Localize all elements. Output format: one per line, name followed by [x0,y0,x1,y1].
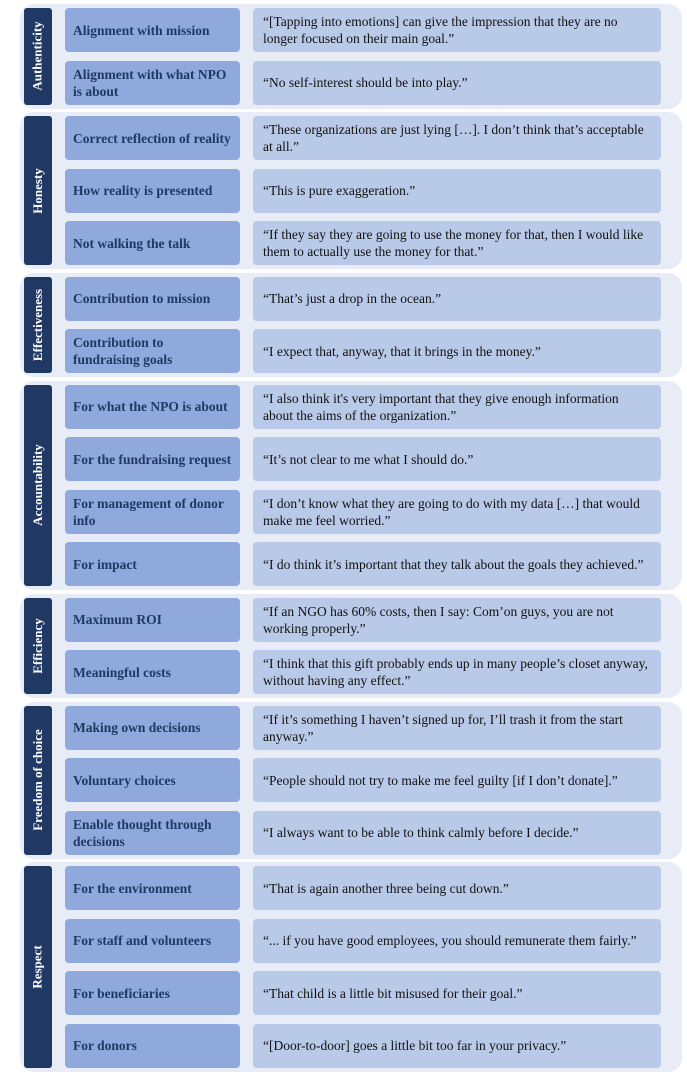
subcategory-label: For impact [65,542,240,586]
category-tab [24,277,52,374]
subcategory-label: Alignment with mission [65,8,240,52]
subcategory-label: Contribution to fundraising goals [65,329,240,373]
category-label: Accountability [30,444,45,527]
subcategory-label: Making own decisions [65,706,240,750]
subcategory-label: For staff and volunteers [65,919,240,963]
subcategory-label: For the fundraising request [65,437,240,481]
subcategory-label: Voluntary choices [65,758,240,802]
quote-box: “People should not try to make me feel guilty [if I don’t donate].” [253,758,661,802]
category-group [20,381,682,591]
category-group [20,112,682,269]
quote-box: “If an NGO has 60% costs, then I say: Com’on guys, you are not working properly.” [253,598,661,642]
quote-box: “... if you have good employees, you should remunerate them fairly.” [253,919,661,963]
category-group [20,273,682,378]
subcategory-label: For what the NPO is about [65,385,240,429]
quote-box: “I also think it's very important that they give enough information about the aims of the organization.” [253,385,661,429]
quote-box: “It’s not clear to me what I should do.” [253,437,661,481]
subcategory-label: For beneficiaries [65,971,240,1015]
subcategory-label: Not walking the talk [65,221,240,265]
subcategory-label: How reality is presented [65,169,240,213]
quote-box: “[Door-to-door] goes a little bit too far in your privacy.” [253,1024,661,1068]
subcategory-label: Correct reflection of reality [65,116,240,160]
quote-box: “I think that this gift probably ends up in many people’s closet anyway, without having any effect.” [253,650,661,694]
category-label: Authenticity [30,21,45,91]
category-group [20,862,682,1072]
category-label: Freedom of choice [30,729,45,831]
category-tab [24,116,52,265]
subcategory-label: Enable thought through decisions [65,811,240,855]
quote-box: “That’s just a drop in the ocean.” [253,277,661,321]
category-group [20,702,682,859]
quote-box: “If it’s something I haven’t signed up for, I’ll trash it from the start anyway.” [253,706,661,750]
category-tab [24,706,52,855]
subcategory-label: For the environment [65,866,240,910]
subcategory-label: Alignment with what NPO is about [65,61,240,105]
quote-box: “This is pure exaggeration.” [253,169,661,213]
subcategory-label: Contribution to mission [65,277,240,321]
category-label: Honesty [30,167,45,214]
category-label: Efficiency [30,617,45,674]
quote-box: “That is again another three being cut down.” [253,866,661,910]
subcategory-label: Maximum ROI [65,598,240,642]
category-tab [24,8,52,105]
quote-box: “I expect that, anyway, that it brings in the money.” [253,329,661,373]
quote-box: “If they say they are going to use the money for that, then I would like them to actually use the money for that.” [253,221,661,265]
quote-box: “[Tapping into emotions] can give the impression that they are no longer focused on their main goal.” [253,8,661,52]
category-tab [24,866,52,1068]
category-tab [24,385,52,587]
subcategory-label: Meaningful costs [65,650,240,694]
quote-box: “These organizations are just lying […]. I don’t think that’s acceptable at all.” [253,116,661,160]
quote-box: “I do think it’s important that they talk about the goals they achieved.” [253,542,661,586]
category-label: Respect [30,945,46,989]
quote-box: “I always want to be able to think calmly before I decide.” [253,811,661,855]
subcategory-label: For donors [65,1024,240,1068]
quote-box: “No self-interest should be into play.” [253,61,661,105]
quote-box: “I don’t know what they are going to do with my data […] that would make me feel worried.” [253,490,661,534]
category-label: Effectiveness [30,288,46,361]
category-tab [24,598,52,695]
subcategory-label: For management of donor info [65,490,240,534]
category-group [20,594,682,699]
quote-box: “That child is a little bit misused for their goal.” [253,971,661,1015]
category-group [20,4,682,109]
